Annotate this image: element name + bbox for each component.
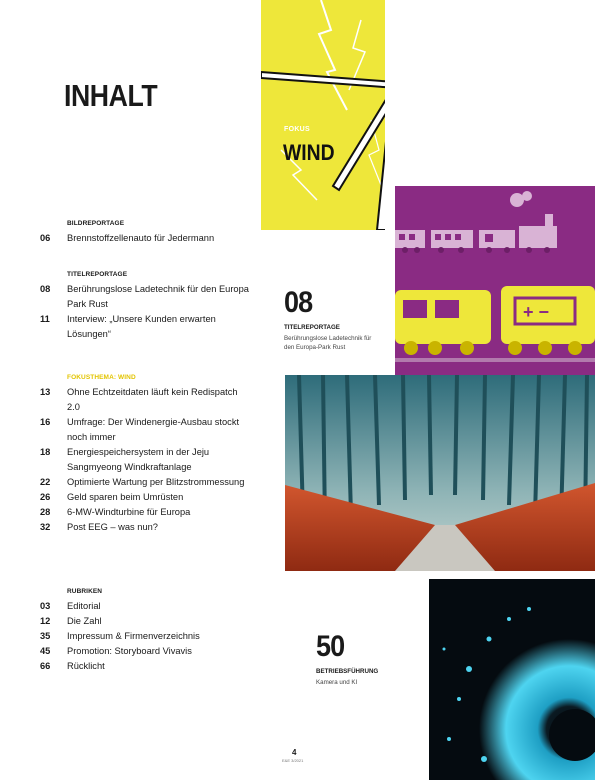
toc-section-titelreportage	[40, 271, 252, 342]
toc-page-number: 18	[40, 447, 51, 457]
toc-entry-title: Brennstoffzellenauto für Jedermann	[67, 233, 215, 243]
toc-entry[interactable]	[40, 415, 252, 445]
page-title: INHALT	[64, 78, 158, 113]
toc-entry[interactable]	[40, 599, 252, 614]
bamboo-forest-photo[interactable]	[285, 375, 595, 571]
toc-entry[interactable]	[40, 282, 252, 312]
toc-page-number: 32	[40, 522, 51, 532]
toc-page-number: 28	[40, 507, 51, 517]
toc-entry-title: Ohne Echtzeitdaten läuft kein Redispatch 2.0	[67, 387, 238, 412]
toc-page-number: 45	[40, 646, 51, 656]
toc-entry[interactable]	[40, 629, 252, 644]
page-number: 4	[292, 748, 297, 757]
feature-08-description: Berührungslose Ladetechnik für den Europa-Park Rust	[284, 335, 372, 351]
feature-50-description: Kamera und KI	[316, 679, 358, 686]
toc-entry[interactable]	[40, 490, 252, 505]
toc-entry[interactable]	[40, 231, 252, 246]
toc-page-number: 66	[40, 661, 51, 671]
toc-entry-title: Umfrage: Der Windenergie-Ausbau stockt noch immer	[67, 417, 240, 442]
wind-label: WIND	[283, 140, 335, 165]
section-heading: FOKUSTHEMA: WIND	[67, 374, 136, 381]
toc-entry-title: Die Zahl	[67, 616, 102, 626]
bamboo-photo-icon	[285, 375, 595, 571]
svg-text:+ −: + −	[523, 302, 550, 322]
toc-entry[interactable]	[40, 312, 252, 342]
fokus-kicker: FOKUS	[284, 126, 310, 133]
toc-entry-title: Energiespeichersystem in der Jeju Sangmyeong Windkraftanlage	[67, 447, 210, 472]
toc-page-number: 35	[40, 631, 51, 641]
feature-08-number[interactable]: 08	[284, 286, 313, 319]
toc-page-number: 08	[40, 284, 51, 294]
toc-entry[interactable]	[40, 445, 252, 475]
section-heading: BILDREPORTAGE	[67, 220, 125, 227]
toc-section-fokusthema-wind	[40, 374, 252, 535]
toc-entry-title: Geld sparen beim Umrüsten	[67, 492, 184, 502]
toc-entry-title: Editorial	[67, 601, 101, 611]
toc-page-number: 12	[40, 616, 51, 626]
toc-section-rubriken	[40, 588, 252, 674]
toc-page-number: 13	[40, 387, 51, 397]
toc-entry-title: Berührungslose Ladetechnik für den Europa Park Rust	[67, 284, 249, 309]
toc-page-number: 22	[40, 477, 51, 487]
section-heading: RUBRIKEN	[67, 588, 103, 595]
toc-entry-title: Interview: „Unsere Kunden erwarten Lösungen“	[67, 314, 216, 339]
feature-50-number[interactable]: 50	[316, 630, 345, 663]
toc-entry-title: Optimierte Wartung per Blitzstrommessung	[67, 477, 245, 487]
toc-page-number: 16	[40, 417, 51, 427]
toc-entry[interactable]	[40, 614, 252, 629]
toc-entry[interactable]	[40, 644, 252, 659]
toc-entry-title: Rücklicht	[67, 661, 105, 671]
toc-page-number: 06	[40, 233, 51, 243]
toc-entry[interactable]	[40, 659, 252, 674]
toc-page-number: 26	[40, 492, 51, 502]
train-icon	[395, 186, 595, 388]
feature-50-category: BETRIEBSFÜHRUNG	[316, 668, 379, 675]
toc-entry[interactable]	[40, 385, 252, 415]
issue-label: E&E 3/2021	[282, 758, 304, 763]
toc-section-bildreportage	[40, 220, 252, 246]
toc-entry[interactable]	[40, 505, 252, 520]
wind-turbine-icon	[261, 0, 385, 230]
toc-page-number: 11	[40, 314, 50, 324]
toc-entry-title: 6-MW-Windturbine für Europa	[67, 507, 191, 517]
toc-entry[interactable]	[40, 475, 252, 490]
feature-08-category: TITELREPORTAGE	[284, 324, 340, 331]
eye-photo[interactable]	[429, 579, 595, 780]
toc-entry-title: Impressum & Firmenverzeichnis	[67, 631, 200, 641]
wind-turbine-illustration[interactable]	[261, 0, 385, 230]
toc-entry-title: Promotion: Storyboard Vivavis	[67, 646, 192, 656]
train-illustration[interactable]	[395, 186, 595, 388]
eye-photo-icon	[429, 579, 595, 780]
toc-entry[interactable]	[40, 520, 252, 535]
section-heading: TITELREPORTAGE	[67, 271, 128, 278]
toc-entry-title: Post EEG – was nun?	[67, 522, 158, 532]
toc-page-number: 03	[40, 601, 51, 611]
